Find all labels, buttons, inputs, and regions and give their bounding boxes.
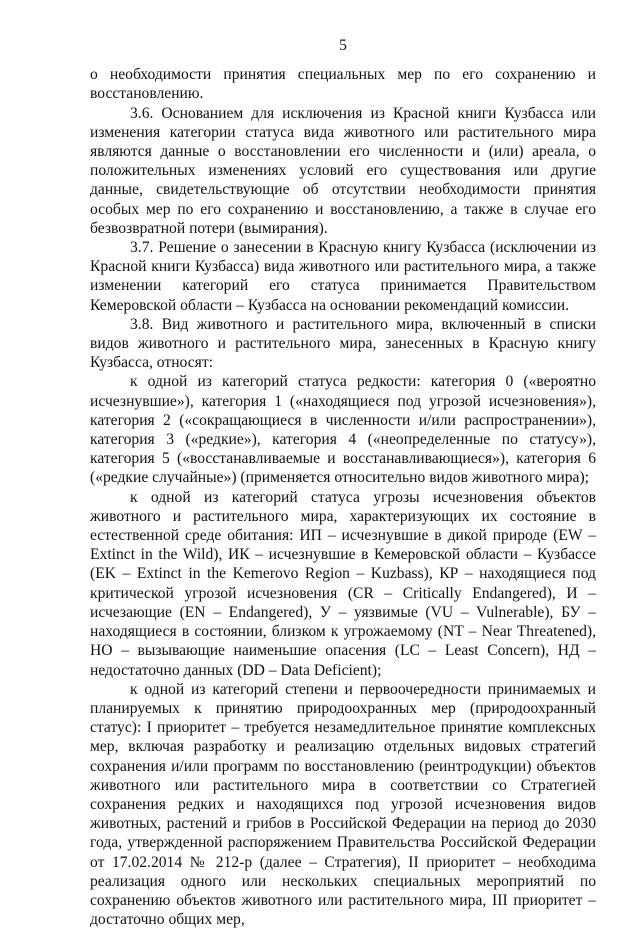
paragraph-continuation: о необходимости принятия специальных мер по его сохранению и восстановлению. (90, 66, 596, 103)
paragraph-rarity-status: к одной из категорий статуса редкости: категория 0 («вероятно исчезнувшие»), категория 1 («находящиеся под угрозой исчезновения»), категория 2 («сокращающиеся в численности и/или распространении»), категория 3 («редкие»), категория 4 («неопределенные по статусу»), категория 5 («восстанавливаемые и восстанавливающиеся»), категория 6 («редкие случайные») (применяется относительно видов животного мира); (90, 373, 596, 487)
page-number: 5 (339, 37, 347, 54)
paragraph-threat-status: к одной из категорий статуса угрозы исчезновения объектов животного и растительного мира, характеризующих их состояние в естественной среде обитания: ИП – исчезнувшие в дикой природе (EW – Extinct in the Wild), ИК – исчезнувшие в Кемеровской области – Кузбассе (EK – Extinct in the Kemerovo Region – Kuzbass), КР – находящиеся под критической угрозой исчезновения (CR – Critically Endangered), И – исчезающие (EN – Endangered), У – уязвимые (VU – Vulnerable), БУ – находящиеся в состоянии, близком к угрожаемому (NT – Near Threatened), НО – вызывающие наименьшие опасения (LC – Least Concern), НД – недостаточно данных (DD – Data Deficient); (90, 488, 596, 679)
paragraph-priority-status: к одной из категорий степени и первоочередности принимаемых и планируемых к принятию природоохранных мер (природоохранный статус): I приоритет – требуется незамедлительное принятие комплексных мер, включая разработку и реализацию отдельных видовых стратегий сохранения и/или программ по восстановлению (реинтродукции) объектов животного или растительного мира в соответствии со Стратегией сохранения редких и находящихся под угрозой исчезновения видов животных, растений и грибов в Российской Федерации на период до 2030 года, утвержденной распоряжением Правительства Российской Федерации от 17.02.2014 № 212-р (далее – Стратегия), II приоритет – необходима реализация одного или нескольких специальных мероприятий по сохранению объектов животного или растительного мира, III приоритет – достаточно общих мер, (90, 680, 596, 929)
paragraph-3-6: 3.6. Основанием для исключения из Красной книги Кузбасса или изменения категории статуса вида животного или растительного мира являются данные о восстановлении его численности и (или) ареала, о положительных изменениях условий его существования или другие данные, свидетельствующие об отсутствии необходимости принятия особых мер по его сохранению и восстановлению, а также в случае его безвозвратной потери (вымирания). (90, 104, 596, 237)
paragraph-3-8: 3.8. Вид животного и растительного мира, включенный в списки видов животного и растительного мира, занесенных в Красную книгу Кузбасса, относят: (90, 315, 596, 372)
document-page (90, 36, 596, 929)
paragraph-3-7: 3.7. Решение о занесении в Красную книгу Кузбасса (исключении из Красной книги Кузбасса) вида животного или растительного мира, а также изменении категорий его статуса принимается Правительством Кемеровской области – Кузбасса на основании рекомендаций комиссии. (90, 239, 596, 314)
